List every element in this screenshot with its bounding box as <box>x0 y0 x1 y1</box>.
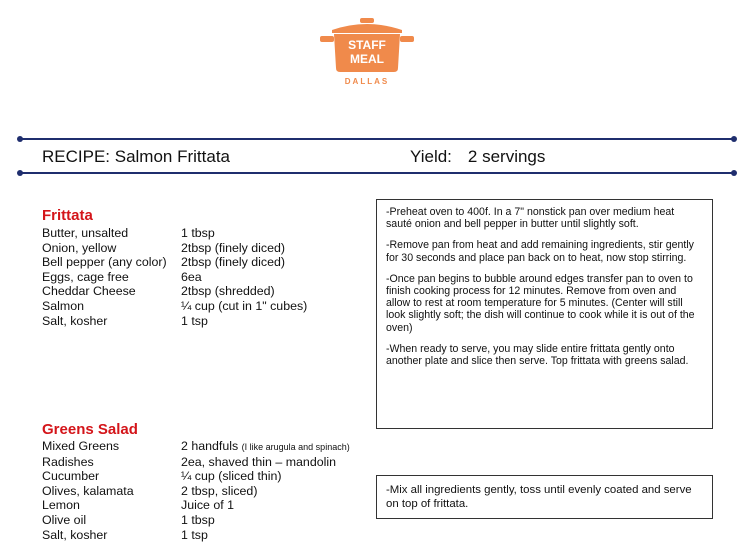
staff-meal-logo <box>314 14 420 86</box>
frittata-ingredient-list <box>42 226 307 328</box>
ingredient-row <box>42 226 307 241</box>
salad-instructions-box <box>376 475 713 519</box>
ingredient-name: Salt, kosher <box>42 313 108 328</box>
ingredient-row <box>42 484 350 499</box>
ingredient-row <box>42 439 350 455</box>
ingredient-row <box>42 314 307 329</box>
yield-value: 2 servings <box>467 147 546 166</box>
header-divider-bottom <box>20 172 734 174</box>
ingredient-name: Salmon <box>42 298 85 313</box>
instruction-step: -Remove pan from heat and add remaining ingredients, stir gently for 30 seconds and place pan back on to heat, now stop stirring. <box>386 239 694 264</box>
instruction-step: -Preheat oven to 400f. In a 7" nonstick pan over medium heat sauté onion and bell pepper in butter until slightly soft. <box>386 206 675 231</box>
ingredient-qty: 6ea <box>181 269 202 284</box>
ingredient-note: (I like arugula and spinach) <box>241 442 350 452</box>
yield-label: Yield: <box>410 147 452 166</box>
ingredient-row <box>42 299 307 314</box>
ingredient-row <box>42 455 350 470</box>
ingredient-name: Olives, kalamata <box>42 483 134 498</box>
ingredient-name: Lemon <box>42 498 80 513</box>
ingredient-qty: 1 tbsp <box>181 226 215 240</box>
salad-heading: Greens Salad <box>42 421 138 438</box>
ingredient-name: Salt, kosher <box>42 527 108 542</box>
ingredient-name: Eggs, cage free <box>42 269 129 284</box>
ingredient-qty: Juice of 1 <box>181 498 235 513</box>
logo-line-3: DALLAS <box>344 77 390 86</box>
ingredient-qty: 2ea, shaved thin – mandolin <box>181 454 336 469</box>
ingredient-name: Radishes <box>42 454 94 469</box>
ingredient-qty: 2tbsp (finely diced) <box>181 255 285 270</box>
instruction-step: -Once pan begins to bubble around edges transfer pan to oven to finish cooking process for 12 minutes. Remove from oven and allow to rest at room temperature for 5 minutes. (Center will still look slightly soft; the dish will continue to cook while it is out of the oven) <box>386 272 695 334</box>
ingredient-name: Olive oil <box>42 512 87 527</box>
ingredient-name: Bell pepper (any color) <box>42 255 167 270</box>
instruction-step: -Mix all ingredients gently, toss until evenly coated and serve on top of frittata. <box>386 484 692 510</box>
salad-ingredient-list <box>42 439 350 542</box>
ingredient-name: Mixed Greens <box>42 439 120 453</box>
ingredient-row <box>42 498 350 513</box>
ingredient-row <box>42 241 307 256</box>
frittata-instructions-box <box>376 199 713 429</box>
header-divider-top <box>20 138 734 140</box>
ingredient-qty: ¼ cup (sliced thin) <box>181 469 282 484</box>
ingredient-name: Cucumber <box>42 469 100 484</box>
ingredient-qty: 2tbsp (finely diced) <box>181 240 285 255</box>
cooking-pot-icon <box>314 14 420 86</box>
ingredient-qty: 1 tsp <box>181 313 208 328</box>
ingredient-qty <box>181 439 350 455</box>
ingredient-row <box>42 255 307 270</box>
ingredient-qty: 1 tsp <box>181 527 208 542</box>
logo-line-1: STAFF <box>348 38 386 52</box>
ingredient-qty: 2 tbsp, sliced) <box>181 483 258 498</box>
frittata-heading: Frittata <box>42 207 93 224</box>
ingredient-row <box>42 469 350 484</box>
ingredient-qty: ¼ cup (cut in 1" cubes) <box>181 298 308 313</box>
ingredient-name: Cheddar Cheese <box>42 284 136 299</box>
ingredient-qty-main: 2 handfuls <box>181 439 239 453</box>
ingredient-name: Onion, yellow <box>42 240 117 255</box>
ingredient-row <box>42 270 307 285</box>
logo-line-2: MEAL <box>350 52 384 66</box>
yield <box>410 147 545 167</box>
ingredient-row <box>42 513 350 528</box>
instruction-step: -When ready to serve, you may slide entire frittata gently onto another plate and slice then serve. Top frittata with greens salad. <box>386 342 689 368</box>
recipe-title: RECIPE: Salmon Frittata <box>42 147 231 166</box>
ingredient-row <box>42 528 350 543</box>
ingredient-qty: 1 tbsp <box>181 512 215 527</box>
ingredient-qty: 2tbsp (shredded) <box>181 284 275 299</box>
ingredient-row <box>42 284 307 299</box>
ingredient-name: Butter, unsalted <box>42 226 129 240</box>
